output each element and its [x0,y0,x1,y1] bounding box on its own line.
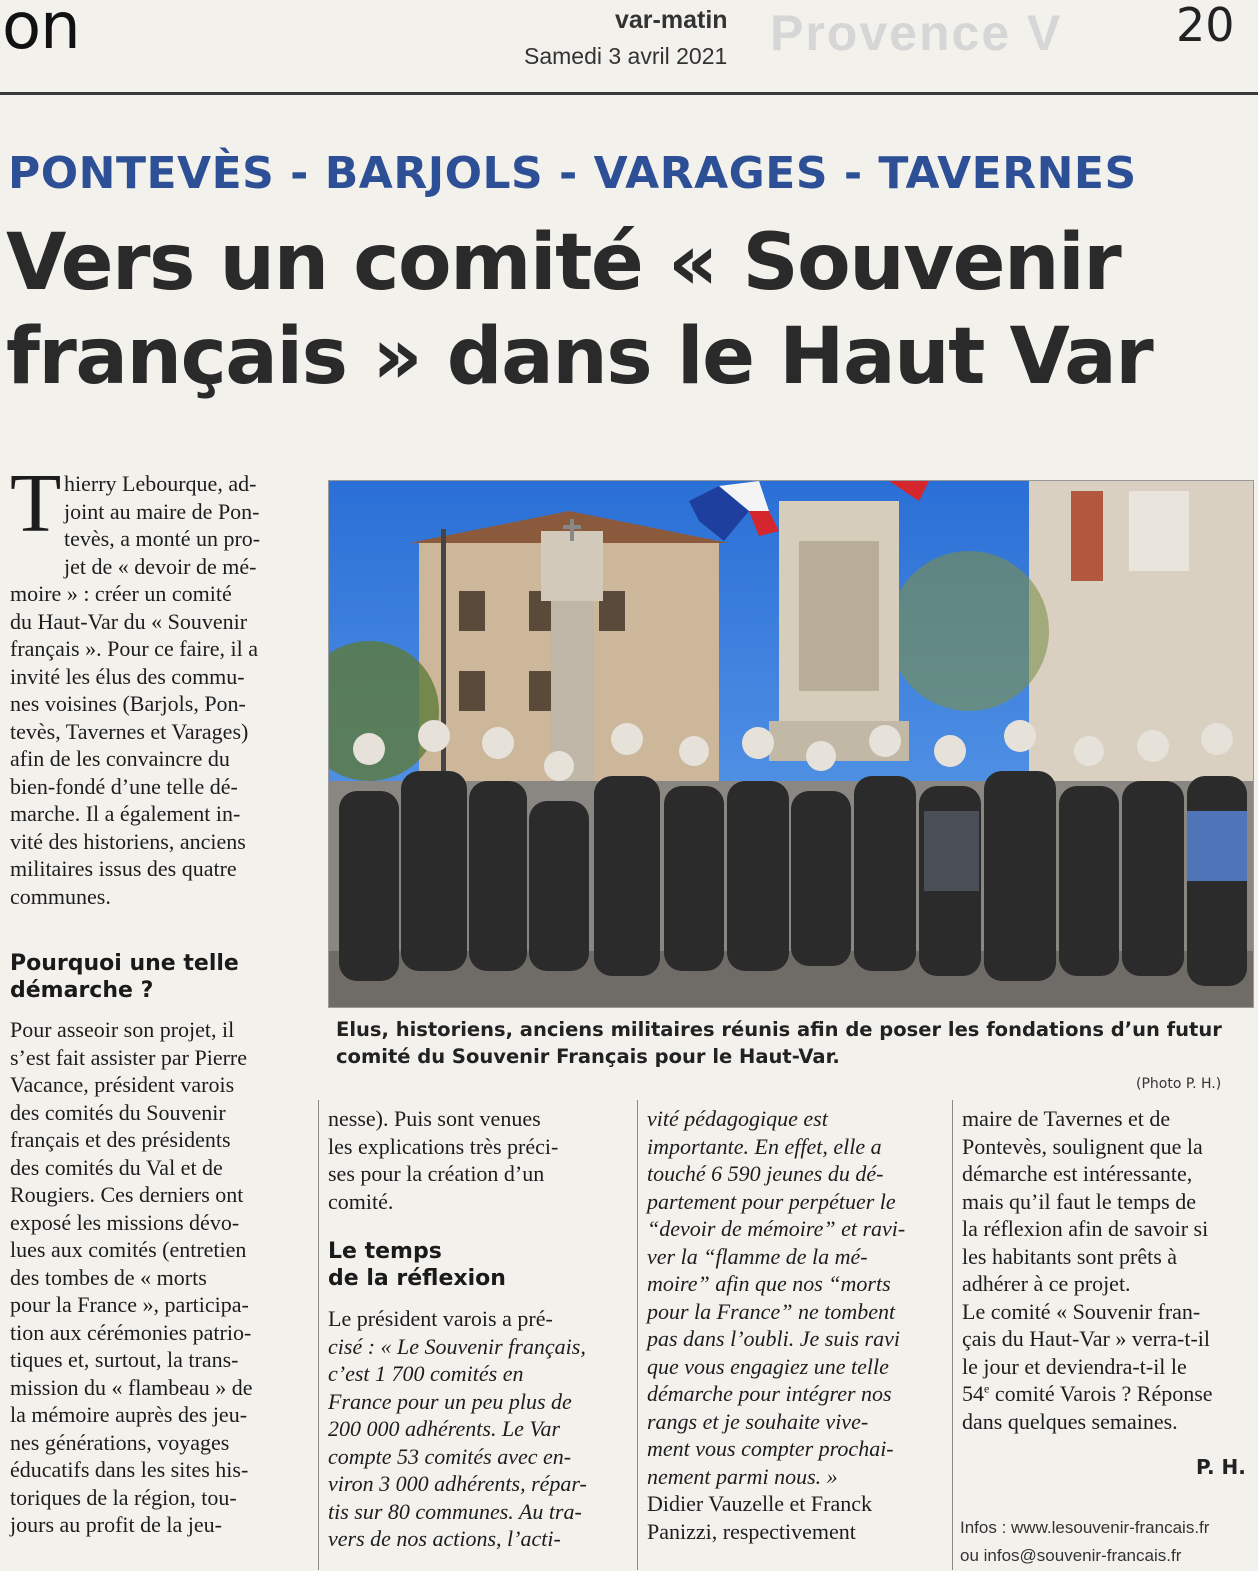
subhead-line: Pourquoi une telle [10,951,239,976]
text-line: jet de « devoir de mé- [64,553,257,579]
text-line: Rougiers. Ces derniers ont [10,1182,244,1207]
infos-email-link[interactable]: ou infos@souvenir-francais.fr [960,1546,1182,1565]
text-line: la mémoire auprès des jeu- [10,1402,248,1427]
text-line: afin de les convaincre du [10,746,230,771]
intro-paragraph-indented [64,470,260,580]
subhead-line: de la réflexion [328,1266,506,1291]
text-line: compte 53 comités avec en- [328,1443,572,1469]
text-line: vers de nos actions, l’acti- [328,1526,561,1551]
text-line: Pour asseoir son projet, il [10,1017,235,1042]
text-line: vité pédagogique est [647,1106,828,1131]
caption-line: comité du Souvenir Français pour le Haut-Var. [336,1045,840,1068]
headline-line: Vers un comité « Souvenir [6,218,1121,308]
text-line: partement pour perpétuer le [647,1188,896,1214]
intro-paragraph [10,580,258,910]
text-line: adhérer à ce projet. [962,1271,1131,1296]
ordinal-number: 54 [962,1381,984,1406]
paragraph-quote [647,1105,905,1545]
text-line: tiques et, surtout, la trans- [10,1347,239,1372]
text-line: 200 000 adhérents. Le Var [328,1416,561,1441]
article-headline [6,216,1256,404]
text-line: Panizzi, respectivement [647,1518,856,1544]
infos-box [960,1514,1209,1570]
text-line: pas dans l’oubli. Je suis ravi [647,1326,900,1351]
text-line: démarche est intéressante, [962,1161,1193,1186]
column-divider [637,1100,638,1570]
text-line: bien-fondé d’une telle dé- [10,773,238,799]
text-line: mais qu’il faut le temps de [962,1188,1196,1214]
text-line: Vacance, président varois [10,1072,235,1097]
text-line: la réflexion afin de savoir si [962,1216,1209,1241]
article-photo [328,480,1254,1008]
ordinal-suffix: e [984,1381,990,1396]
text-line: comité. [328,1188,394,1214]
subhead-line: démarche ? [10,978,154,1003]
text-line: des tombes de « morts [10,1264,207,1290]
text-line: vité des historiens, anciens [10,828,246,854]
column-divider [318,1100,319,1570]
text-line: tevès, Tavernes et Varages) [10,718,249,744]
subhead-line: Le temps [328,1239,442,1264]
section-name-fragment: on [2,0,80,64]
text-line: hierry Lebourque, ad- [64,471,257,496]
text-line: nes voisines (Barjols, Pon- [10,691,246,716]
paragraph-conclusion [962,1105,1213,1435]
text-line: tion aux cérémonies patrio- [10,1319,252,1345]
text-line: nesse). Puis sont venues [328,1106,541,1131]
author-signature: P. H. [1196,1455,1246,1479]
headline-line: français » dans le Haut Var [6,312,1153,402]
text-line: moire » : créer un comité [10,581,232,606]
text-line: touché 6 590 jeunes du dé- [647,1161,884,1186]
photo-credit: (Photo P. H.) [1136,1076,1222,1092]
text-line: rangs et je souhaite vive- [647,1408,869,1434]
text-line: du Haut-Var du « Souvenir [10,608,248,634]
subhead-pourquoi [10,950,239,1004]
text-line: des comités du Souvenir [10,1099,226,1125]
publication-date: Samedi 3 avril 2021 [524,43,728,69]
paragraph-pourquoi [10,1016,253,1539]
column-divider [952,1100,953,1570]
text-line: nement parmi nous. » [647,1463,838,1489]
text-line: joint au maire de Pon- [64,498,260,524]
text-line: le jour et deviendra-t-il le [962,1353,1187,1379]
text-line: moire” afin que nos “morts [647,1271,891,1296]
text-line: ses pour la création d’un [328,1161,545,1186]
text-line: tevès, a monté un pro- [64,526,261,551]
text-line: militaires issus des quatre [10,856,237,881]
text-line: français ». Pour ce faire, il a [10,636,258,661]
text-line: cisé : « Le Souvenir français, [328,1333,586,1359]
photo-caption [336,1016,1254,1070]
text-line: pour la France », participa- [10,1292,249,1317]
text-line: tis sur 80 communes. Au tra- [328,1498,582,1524]
text-line: lues aux comités (entretien [10,1237,247,1262]
text-line: Pontevès, soulignent que la [962,1133,1203,1159]
group-photo-illustration [329,481,1254,1008]
text-line: s’est fait assister par Pierre [10,1044,248,1070]
newspaper-name: var-matin [615,6,728,34]
text-line: ver la “flamme de la mé- [647,1243,868,1269]
text-line: communes. [10,883,111,909]
subhead-reflexion [328,1238,506,1292]
text-line: marche. Il a également in- [10,801,241,826]
infos-website-link[interactable]: Infos : www.lesouvenir-francais.fr [960,1518,1210,1537]
text-line: toriques de la région, tou- [10,1484,237,1510]
page-number: 20 [1176,0,1235,52]
text-line: les explications très préci- [328,1133,559,1159]
text-line: les habitants sont prêts à [962,1243,1178,1269]
ordinal-rest: comité Varois ? Réponse [989,1381,1213,1406]
caption-line: Elus, historiens, anciens militaires réunis afin de poser les fondations d’un futur [336,1018,1222,1041]
text-line: démarche pour intégrer nos [647,1381,892,1406]
text-line: jours au profit de la jeu- [10,1512,222,1537]
text-line: Le comité « Souvenir fran- [962,1298,1201,1324]
text-line: çais du Haut-Var » verra-t-il [962,1326,1211,1351]
text-line: importante. En effet, elle a [647,1133,882,1159]
text-line [962,1380,1213,1408]
text-line: que vous engagiez une telle [647,1353,889,1379]
text-line: c’est 1 700 comités en [328,1361,524,1386]
text-line: éducatifs dans les sites his- [10,1457,249,1482]
dropcap-letter: T [10,457,62,550]
text-line: mission du « flambeau » de [10,1374,253,1400]
text-line: maire de Tavernes et de [962,1106,1171,1131]
text-line: dans quelques semaines. [962,1408,1178,1434]
text-line: Le président varois a pré- [328,1306,553,1331]
masthead-rule [0,92,1258,95]
paragraph-reflexion [328,1305,587,1553]
text-line: exposé les missions dévo- [10,1209,240,1235]
adjacent-page-ghost-text: Provence V [770,5,1063,61]
text-line: France pour un peu plus de [328,1388,572,1414]
text-line: “devoir de mémoire” et ravi- [647,1216,906,1241]
text-line: invité les élus des commu- [10,663,245,689]
text-line: français et des présidents [10,1127,231,1152]
text-line: des comités du Val et de [10,1154,223,1180]
text-line: Didier Vauzelle et Franck [647,1491,873,1516]
text-line: viron 3 000 adhérents, répar- [328,1471,587,1496]
paragraph-continuation [328,1105,558,1215]
article-kicker: PONTEVÈS - BARJOLS - VARAGES - TAVERNES [8,148,1137,199]
text-line: nes générations, voyages [10,1429,230,1455]
text-line: ment vous compter prochai- [647,1436,894,1461]
text-line: pour la France” ne tombent [647,1298,896,1324]
